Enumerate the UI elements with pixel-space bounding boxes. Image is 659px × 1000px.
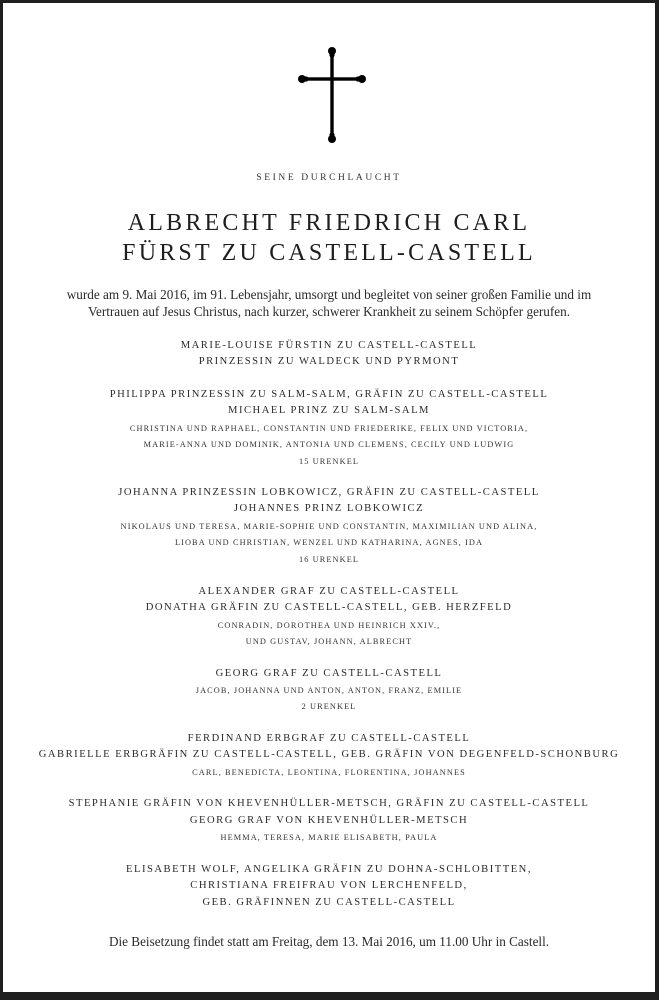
mourner-children: HEMMA, TERESA, MARIE ELISABETH, PAULA	[220, 833, 438, 842]
mourner-children: CONRADIN, DOROTHEA UND HEINRICH XXIV.,	[217, 621, 441, 630]
mourner-children: CARL, BENEDICTA, LEONTINA, FLORENTINA, JOHANNES	[192, 768, 466, 777]
mourner-children: CHRISTINA UND RAPHAEL, CONSTANTIN UND FRIEDERIKE, FELIX UND VICTORIA,	[129, 424, 529, 433]
mourner-parent: STEPHANIE GRÄFIN VON KHEVENHÜLLER-METSCH, GRÄFIN ZU CASTELL-CASTELL	[68, 798, 590, 809]
mourner-parent: CHRISTIANA FREIFRAU VON LERCHENFELD,	[190, 880, 468, 891]
obituary-page	[3, 3, 655, 992]
great-grandchildren-count: 16 URENKEL	[298, 555, 360, 564]
honorific: SEINE DURCHLAUCHT	[256, 173, 402, 183]
funeral-notice: Die Beisetzung findet statt am Freitag, dem 13. Mai 2016, um 11.00 Uhr in Castell.	[108, 934, 550, 949]
mourner-parent: JOHANNES PRINZ LOBKOWICZ	[233, 503, 425, 514]
mourner-parent: GEB. GRÄFINNEN ZU CASTELL-CASTELL	[202, 897, 456, 908]
mourner-parent: MICHAEL PRINZ ZU SALM-SALM	[228, 405, 430, 416]
deceased-name-line-2: FÜRST ZU CASTELL-CASTELL	[122, 240, 536, 266]
great-grandchildren-count: 2 URENKEL	[301, 702, 357, 711]
mourner-parent: GEORG GRAF VON KHEVENHÜLLER-METSCH	[189, 815, 469, 826]
mourner-children: NIKOLAUS UND TERESA, MARIE-SOPHIE UND CONSTANTIN, MAXIMILIAN UND ALINA,	[120, 522, 538, 531]
mourner-parent: MARIE-LOUISE FÜRSTIN ZU CASTELL-CASTELL	[180, 340, 478, 351]
mourner-children: UND GUSTAV, JOHANN, ALBRECHT	[245, 637, 413, 646]
mourner-children: JACOB, JOHANNA UND ANTON, ANTON, FRANZ, EMILIE	[195, 686, 463, 695]
mourner-parent: ALEXANDER GRAF ZU CASTELL-CASTELL	[198, 586, 460, 597]
mourner-parent: GEORG GRAF ZU CASTELL-CASTELL	[215, 668, 443, 679]
great-grandchildren-count: 15 URENKEL	[298, 457, 360, 466]
cross-icon	[297, 45, 367, 145]
announcement-line-2: Vertrauen auf Jesus Christus, nach kurzer, schwerer Krankheit zu seinem Schöpfer gerufen.	[87, 304, 571, 319]
mourner-children: MARIE-ANNA UND DOMINIK, ANTONIA UND CLEMENS, CECILY UND LUDWIG	[143, 440, 515, 449]
mourner-children: LIOBA UND CHRISTIAN, WENZEL UND KATHARINA, AGNES, IDA	[174, 538, 484, 547]
mourner-parent: JOHANNA PRINZESSIN LOBKOWICZ, GRÄFIN ZU CASTELL-CASTELL	[118, 487, 540, 498]
mourner-parent: PRINZESSIN ZU WALDECK UND PYRMONT	[198, 356, 460, 367]
announcement-line-1: wurde am 9. Mai 2016, im 91. Lebensjahr, umsorgt und begleitet von seiner großen Familie und im	[66, 287, 592, 302]
mourner-parent: DONATHA GRÄFIN ZU CASTELL-CASTELL, GEB. HERZFELD	[145, 602, 513, 613]
mourner-parent: ELISABETH WOLF, ANGELIKA GRÄFIN ZU DOHNA-SCHLOBITTEN,	[126, 864, 532, 875]
mourner-parent: FERDINAND ERBGRAF ZU CASTELL-CASTELL	[187, 733, 471, 744]
mourner-parent: PHILIPPA PRINZESSIN ZU SALM-SALM, GRÄFIN ZU CASTELL-CASTELL	[109, 389, 549, 400]
mourner-parent: GABRIELLE ERBGRÄFIN ZU CASTELL-CASTELL, GEB. GRÄFIN VON DEGENFELD-SCHONBURG	[38, 749, 620, 760]
deceased-name-line-1: ALBRECHT FRIEDRICH CARL	[127, 210, 531, 236]
